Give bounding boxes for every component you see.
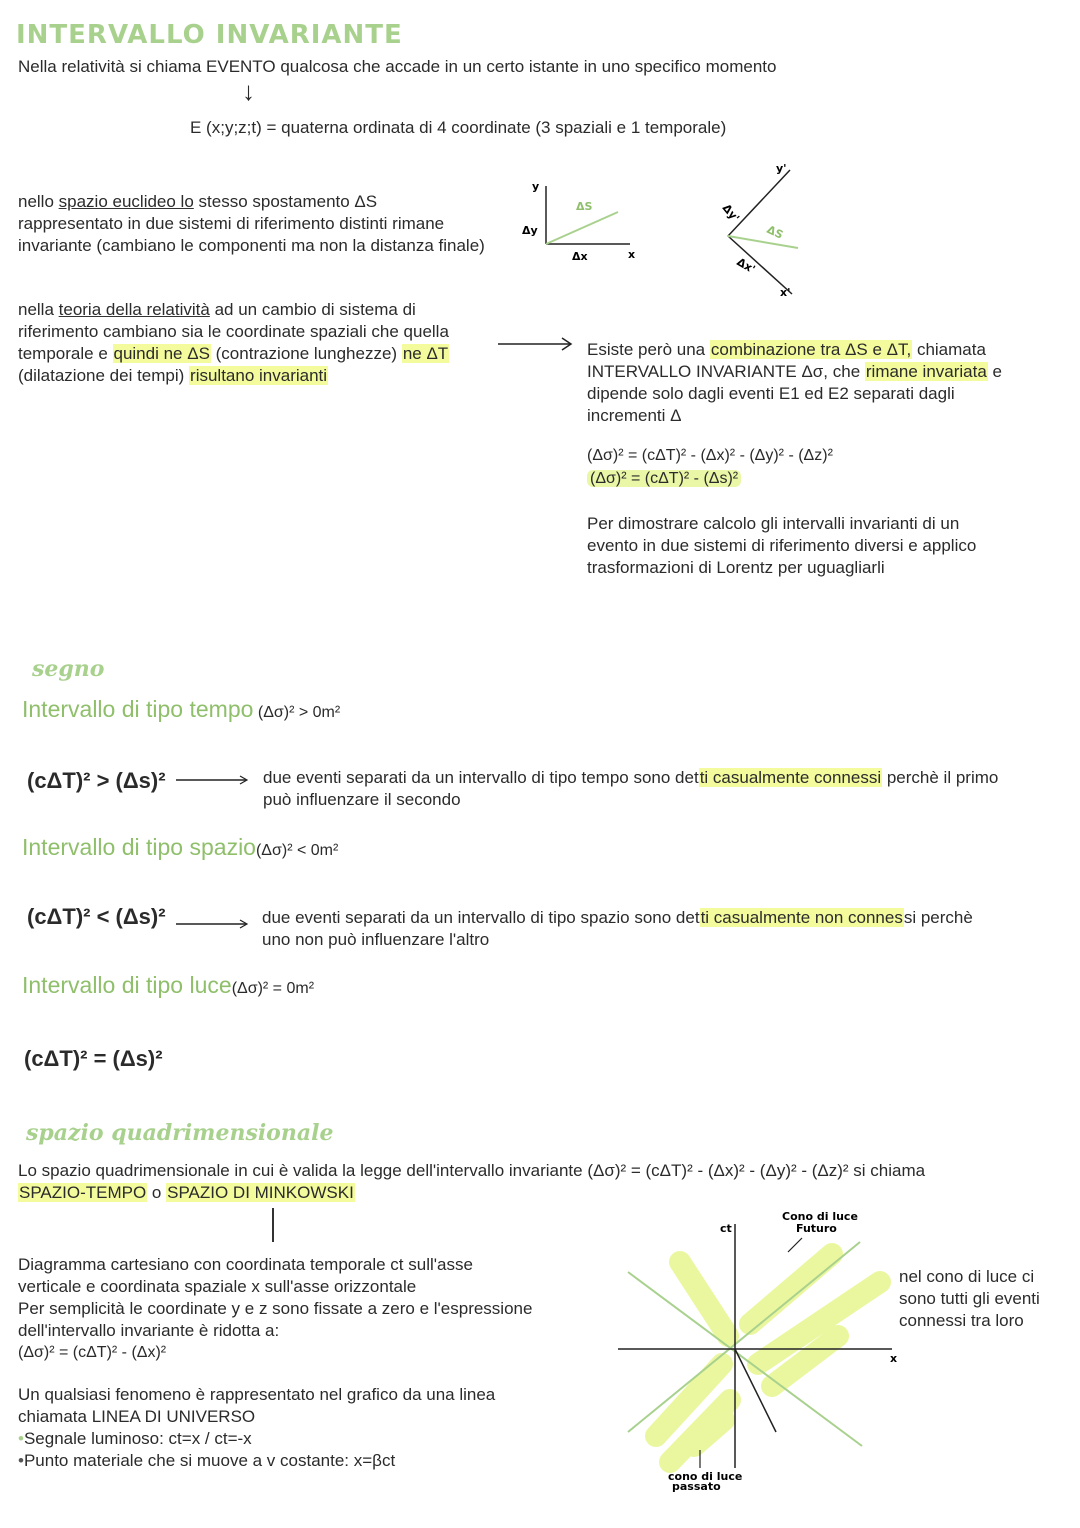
dx-prime-label: Δx' xyxy=(734,255,758,277)
event-definition: E (x;y;z;t) = quaterna ordinata di 4 coordinate (3 spaziali e 1 temporale) xyxy=(190,118,727,137)
ct-label: ct xyxy=(720,1222,732,1235)
ds-label: ΔS xyxy=(576,200,593,213)
page-title: INTERVALLO INVARIANTE xyxy=(16,20,403,50)
spacetime-paragraph: Lo spazio quadrimensionale in cui è valida la legge dell'intervallo invariante (Δσ)² = (cΔT)² - (Δx)² - (Δy)² - (Δz)² si chiama SPAZIO-TEMPO o SPAZIO DI MINKOWSKI xyxy=(18,1161,926,1202)
dx-label: Δx xyxy=(572,250,588,263)
ds-vector xyxy=(546,212,618,244)
dy-label: Δy xyxy=(522,224,538,237)
past-cone-label-2: passato xyxy=(672,1480,721,1493)
past-cone-label: cono di luce xyxy=(668,1470,743,1483)
connector-line xyxy=(272,1208,274,1242)
combination-paragraph: Esiste però una combinazione tra ΔS e ΔT, chiamata INTERVALLO INVARIANTE Δσ, che rimane invariata e dipende solo dagli eventi E1 ed E2 separati dagli incrementi Δ xyxy=(587,340,1003,425)
space-interval-description: due eventi separati da un intervallo di tipo spazio sono detti casualmente non connessi perchè uno non può influenzare l'altro xyxy=(262,908,973,949)
future-cone-label: Cono di luce xyxy=(782,1210,858,1223)
formula-full: (Δσ)² = (cΔT)² - (Δx)² - (Δy)² - (Δz)² xyxy=(587,447,833,464)
formula-reduced: (Δσ)² = (cΔT)² - (Δs)² xyxy=(587,470,741,488)
time-interval-heading: Intervallo di tipo tempo (Δσ)² > 0m² xyxy=(22,696,341,722)
cartesian-paragraph: Diagramma cartesiano con coordinata temporale ct sull'asse verticale e coordinata spaziale x sull'asse orizzontale Per semplicità le coordinate y e z sono fissate a zero e l'espressione dell'intervallo invariante è ridotta a: (Δσ)² = (cΔT)² - (Δx)² xyxy=(18,1255,533,1361)
space-interval-heading: Intervallo di tipo spazio(Δσ)² < 0m² xyxy=(22,834,339,860)
demonstration-paragraph: Per dimostrare calcolo gli intervalli invarianti di un evento in due sistemi di riferimento diversi e applico trasformazioni di Lorentz per uguagliarli xyxy=(587,514,977,577)
x-label: x xyxy=(890,1352,898,1365)
arrow-right-icon xyxy=(176,775,252,785)
highlight-strokes xyxy=(656,1254,880,1462)
arrow-down-icon: ↓ xyxy=(242,76,255,106)
relativity-paragraph: nella teoria della relatività ad un cambio di sistema di riferimento cambiano sia le coordinate spaziali che quella temporale e quindi ne ΔS (contrazione lunghezze) ne ΔT (dilatazione dei tempi) risultano invarianti xyxy=(18,300,449,385)
y-prime-axis xyxy=(728,170,790,236)
bullet-material-point: •Punto materiale che si muove a v costante: x=βct xyxy=(18,1451,396,1470)
euclid-diagram-1 xyxy=(518,176,648,266)
light-cone-diagram xyxy=(610,1206,900,1496)
bullet-light-signal: •Segnale luminoso: ct=x / ct=-x xyxy=(18,1429,252,1448)
universe-paragraph: Un qualsiasi fenomeno è rappresentato nel grafico da una linea chiamata LINEA DI UNIVERSO •Segnale luminoso: ct=x / ct=-x •Punto materiale che si muove a v costante: x=βct xyxy=(18,1384,578,1472)
light-interval-heading: Intervallo di tipo luce(Δσ)² = 0m² xyxy=(22,972,315,998)
light-interval-equation: (cΔT)² = (Δs)² xyxy=(24,1046,163,1071)
arrow-right-icon xyxy=(176,919,252,929)
dy-prime-label: Δy' xyxy=(719,201,742,225)
time-interval-description: due eventi separati da un intervallo di tipo tempo sono detti casualmente connessi perchè il primo può influenzare il secondo xyxy=(263,768,999,809)
euclid-paragraph: nello spazio euclideo lo stesso spostamento ΔS rappresentato in due sistemi di riferimento distinti rimane invariante (cambiano le componenti ma non la distanza finale) xyxy=(18,192,485,255)
future-cone-label-2: Futuro xyxy=(796,1222,837,1235)
time-interval-equation: (cΔT)² > (Δs)² xyxy=(27,768,166,793)
x-prime-label: x' xyxy=(780,286,791,299)
section-spazio-quadrimensionale: spazio quadrimensionale xyxy=(26,1120,334,1146)
ds-label: ΔS xyxy=(764,222,786,242)
cone-side-note: nel cono di luce ci sono tutti gli eventi connessi tra loro xyxy=(899,1267,1040,1330)
space-interval-equation: (cΔT)² < (Δs)² xyxy=(27,904,166,929)
euclid-diagram-2 xyxy=(716,160,816,300)
x-label: x xyxy=(628,248,636,261)
y-prime-label: y' xyxy=(776,162,787,175)
arrow-right-icon xyxy=(496,336,576,352)
future-pointer-arrow xyxy=(788,1238,802,1252)
intro-text: Nella relatività si chiama EVENTO qualcosa che accade in un certo istante in uno specifico momento xyxy=(18,57,777,76)
section-segno: segno xyxy=(32,656,105,682)
y-label: y xyxy=(532,180,540,193)
